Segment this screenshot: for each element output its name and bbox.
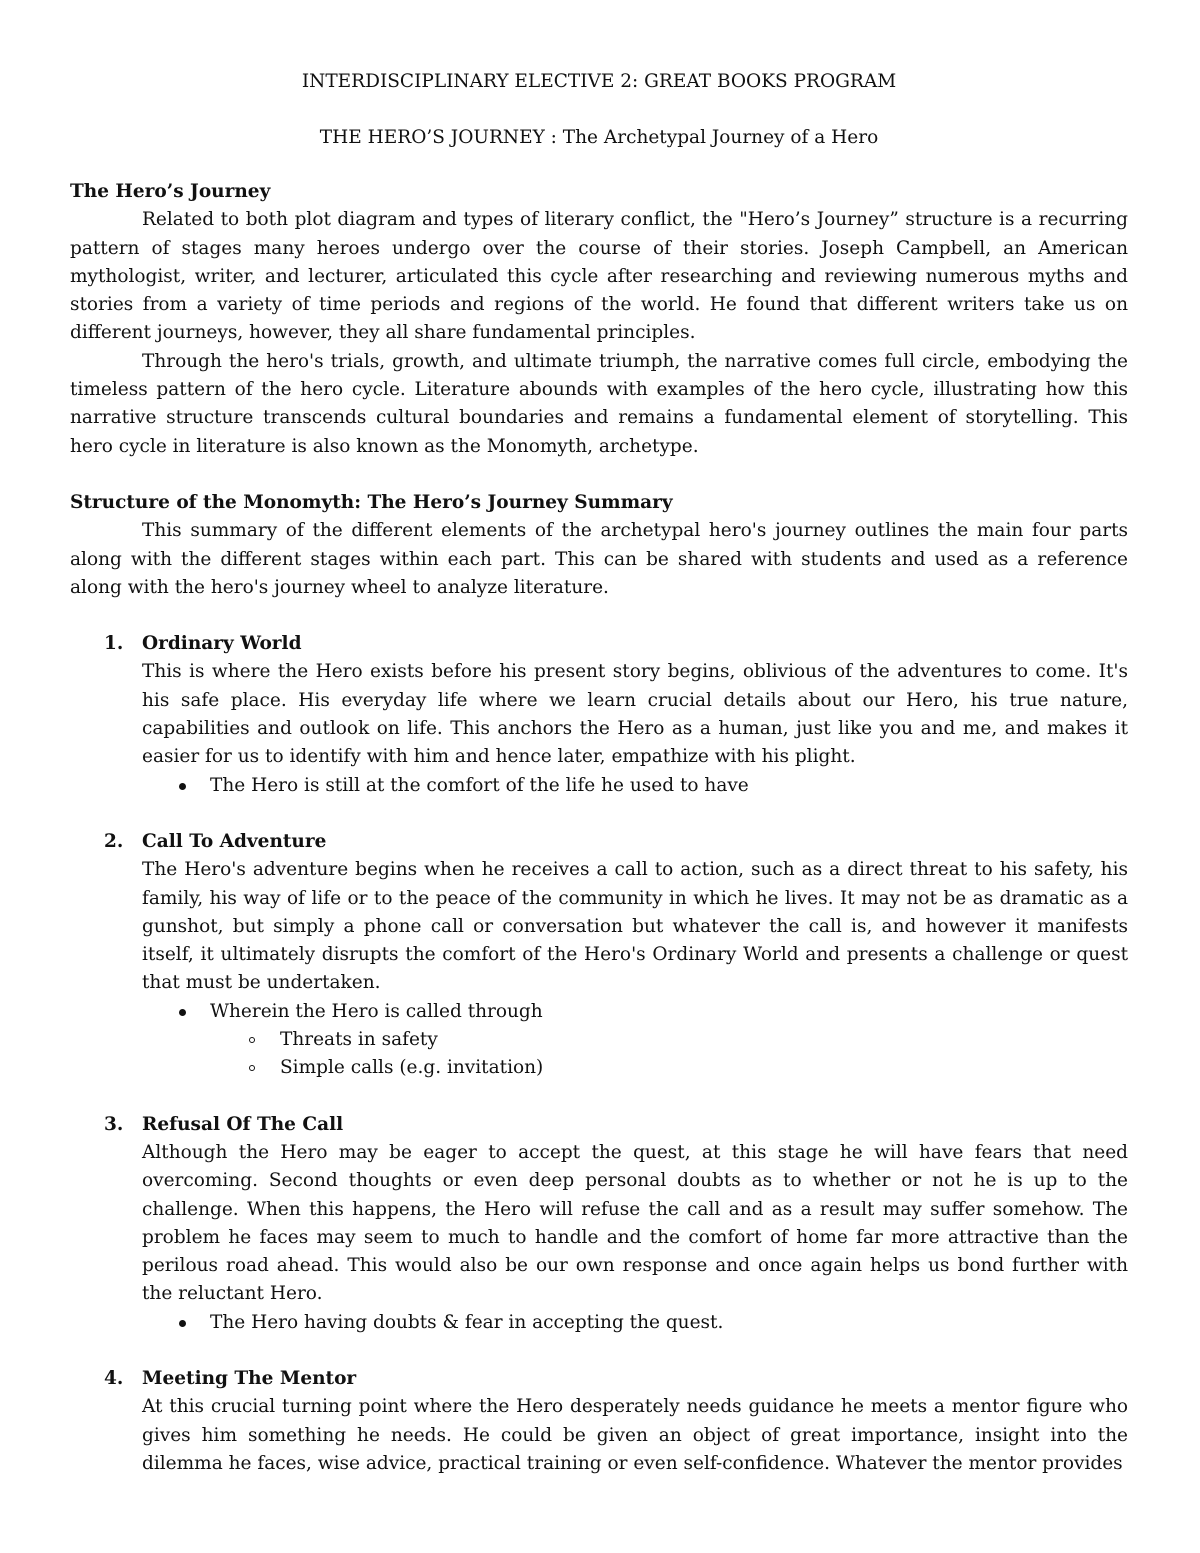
sub-bullet-item: Threats in safety xyxy=(210,1026,1128,1054)
bullet-list xyxy=(142,998,1128,1083)
stage-title: Call To Adventure xyxy=(142,830,327,852)
document-subtitle xyxy=(70,122,1128,154)
sub-bullet-list xyxy=(210,1026,1128,1083)
document-page xyxy=(70,66,1128,1478)
bullet-list xyxy=(142,772,1128,800)
bullet-item xyxy=(142,998,1128,1083)
bullet-text: Wherein the Hero is called through xyxy=(210,1000,543,1022)
stage-description: The Hero's adventure begins when he receives a call to action, such as a direct threat to his safety, his family, his way of life or to the peace of the community in which he lives. It may not be as dramatic as a gunshot, but simply a phone call or conversation but whatever the call is, and however it manifests itself, it ultimately disrupts the comfort of the Hero's Ordinary World and presents a challenge or quest that must be undertaken. xyxy=(142,859,1128,994)
stage-title: Ordinary World xyxy=(142,633,302,655)
section-monomyth-structure xyxy=(70,489,1128,602)
stages-list xyxy=(70,630,1128,1478)
stage-item xyxy=(70,828,1128,1083)
bullet-list xyxy=(142,1309,1128,1337)
bullet-item: The Hero is still at the comfort of the life he used to have xyxy=(142,772,1128,800)
spacer xyxy=(70,461,1128,489)
bullet-item: The Hero having doubts & fear in accepting the quest. xyxy=(142,1309,1128,1337)
section-heros-journey xyxy=(70,178,1128,461)
paragraph: This summary of the different elements of the archetypal hero's journey outlines the main four parts along with the different stages within each part. This can be shared with students and used as a reference along with the hero's journey wheel to analyze literature. xyxy=(70,520,1128,598)
stage-item xyxy=(70,1111,1128,1337)
paragraph: Related to both plot diagram and types of literary conflict, the "Hero’s Journey” structure is a recurring pattern of stages many heroes undergo over the course of their stories. Joseph Campbell, an American mythologist, writer, and lecturer, articulated this cycle after researching and reviewing numerous myths and stories from a variety of time periods and regions of the world. He found that different writers take us on different journeys, however, they all share fundamental principles. xyxy=(70,209,1128,344)
stage-item xyxy=(70,1365,1128,1478)
stage-number: 4. xyxy=(104,1367,124,1389)
spacer xyxy=(70,602,1128,630)
stage-title: Meeting The Mentor xyxy=(142,1367,357,1389)
section-heading: The Hero’s Journey xyxy=(70,181,271,202)
stage-description: This is where the Hero exists before his present story begins, oblivious of the adventures to come. It's his safe place. His everyday life where we learn crucial details about our Hero, his true nature, capabilities and outlook on life. This anchors the Hero as a human, just like you and me, and makes it easier for us to identify with him and hence later, empathize with his plight. xyxy=(142,661,1128,768)
stage-number: 1. xyxy=(104,633,124,655)
sub-bullet-item: Simple calls (e.g. invitation) xyxy=(210,1054,1128,1082)
stage-description: At this crucial turning point where the Hero desperately needs guidance he meets a mentor figure who gives him something he needs. He could be given an object of great importance, insight into the dilemma he faces, wise advice, practical training or even self-confidence. Whatever the mentor provides xyxy=(142,1396,1128,1474)
stage-number: 3. xyxy=(104,1113,124,1135)
stage-item xyxy=(70,630,1128,800)
document-subtitle-text: THE HERO’S JOURNEY : The Archetypal Journey of a Hero xyxy=(319,127,879,148)
stage-title: Refusal Of The Call xyxy=(142,1113,344,1135)
paragraph: Through the hero's trials, growth, and ultimate triumph, the narrative comes full circle, embodying the timeless pattern of the hero cycle. Literature abounds with examples of the hero cycle, illustrating how this narrative structure transcends cultural boundaries and remains a fundamental element of storytelling. This hero cycle in literature is also known as the Monomyth, archetype. xyxy=(70,350,1128,457)
section-heading: Structure of the Monomyth: The Hero’s Journey Summary xyxy=(70,491,673,513)
stage-number: 2. xyxy=(104,830,124,852)
document-title: INTERDISCIPLINARY ELECTIVE 2: GREAT BOOKS PROGRAM xyxy=(301,71,897,92)
stage-description: Although the Hero may be eager to accept the quest, at this stage he will have fears that need overcoming. Second thoughts or even deep personal doubts as to whether or not he is up to the challenge. When this happens, the Hero will refuse the call and as a result may suffer somehow. The problem he faces may seem to much to handle and the comfort of home far more attractive than the perilous road ahead. This would also be our own response and once again helps us bond further with the reluctant Hero. xyxy=(142,1141,1128,1305)
